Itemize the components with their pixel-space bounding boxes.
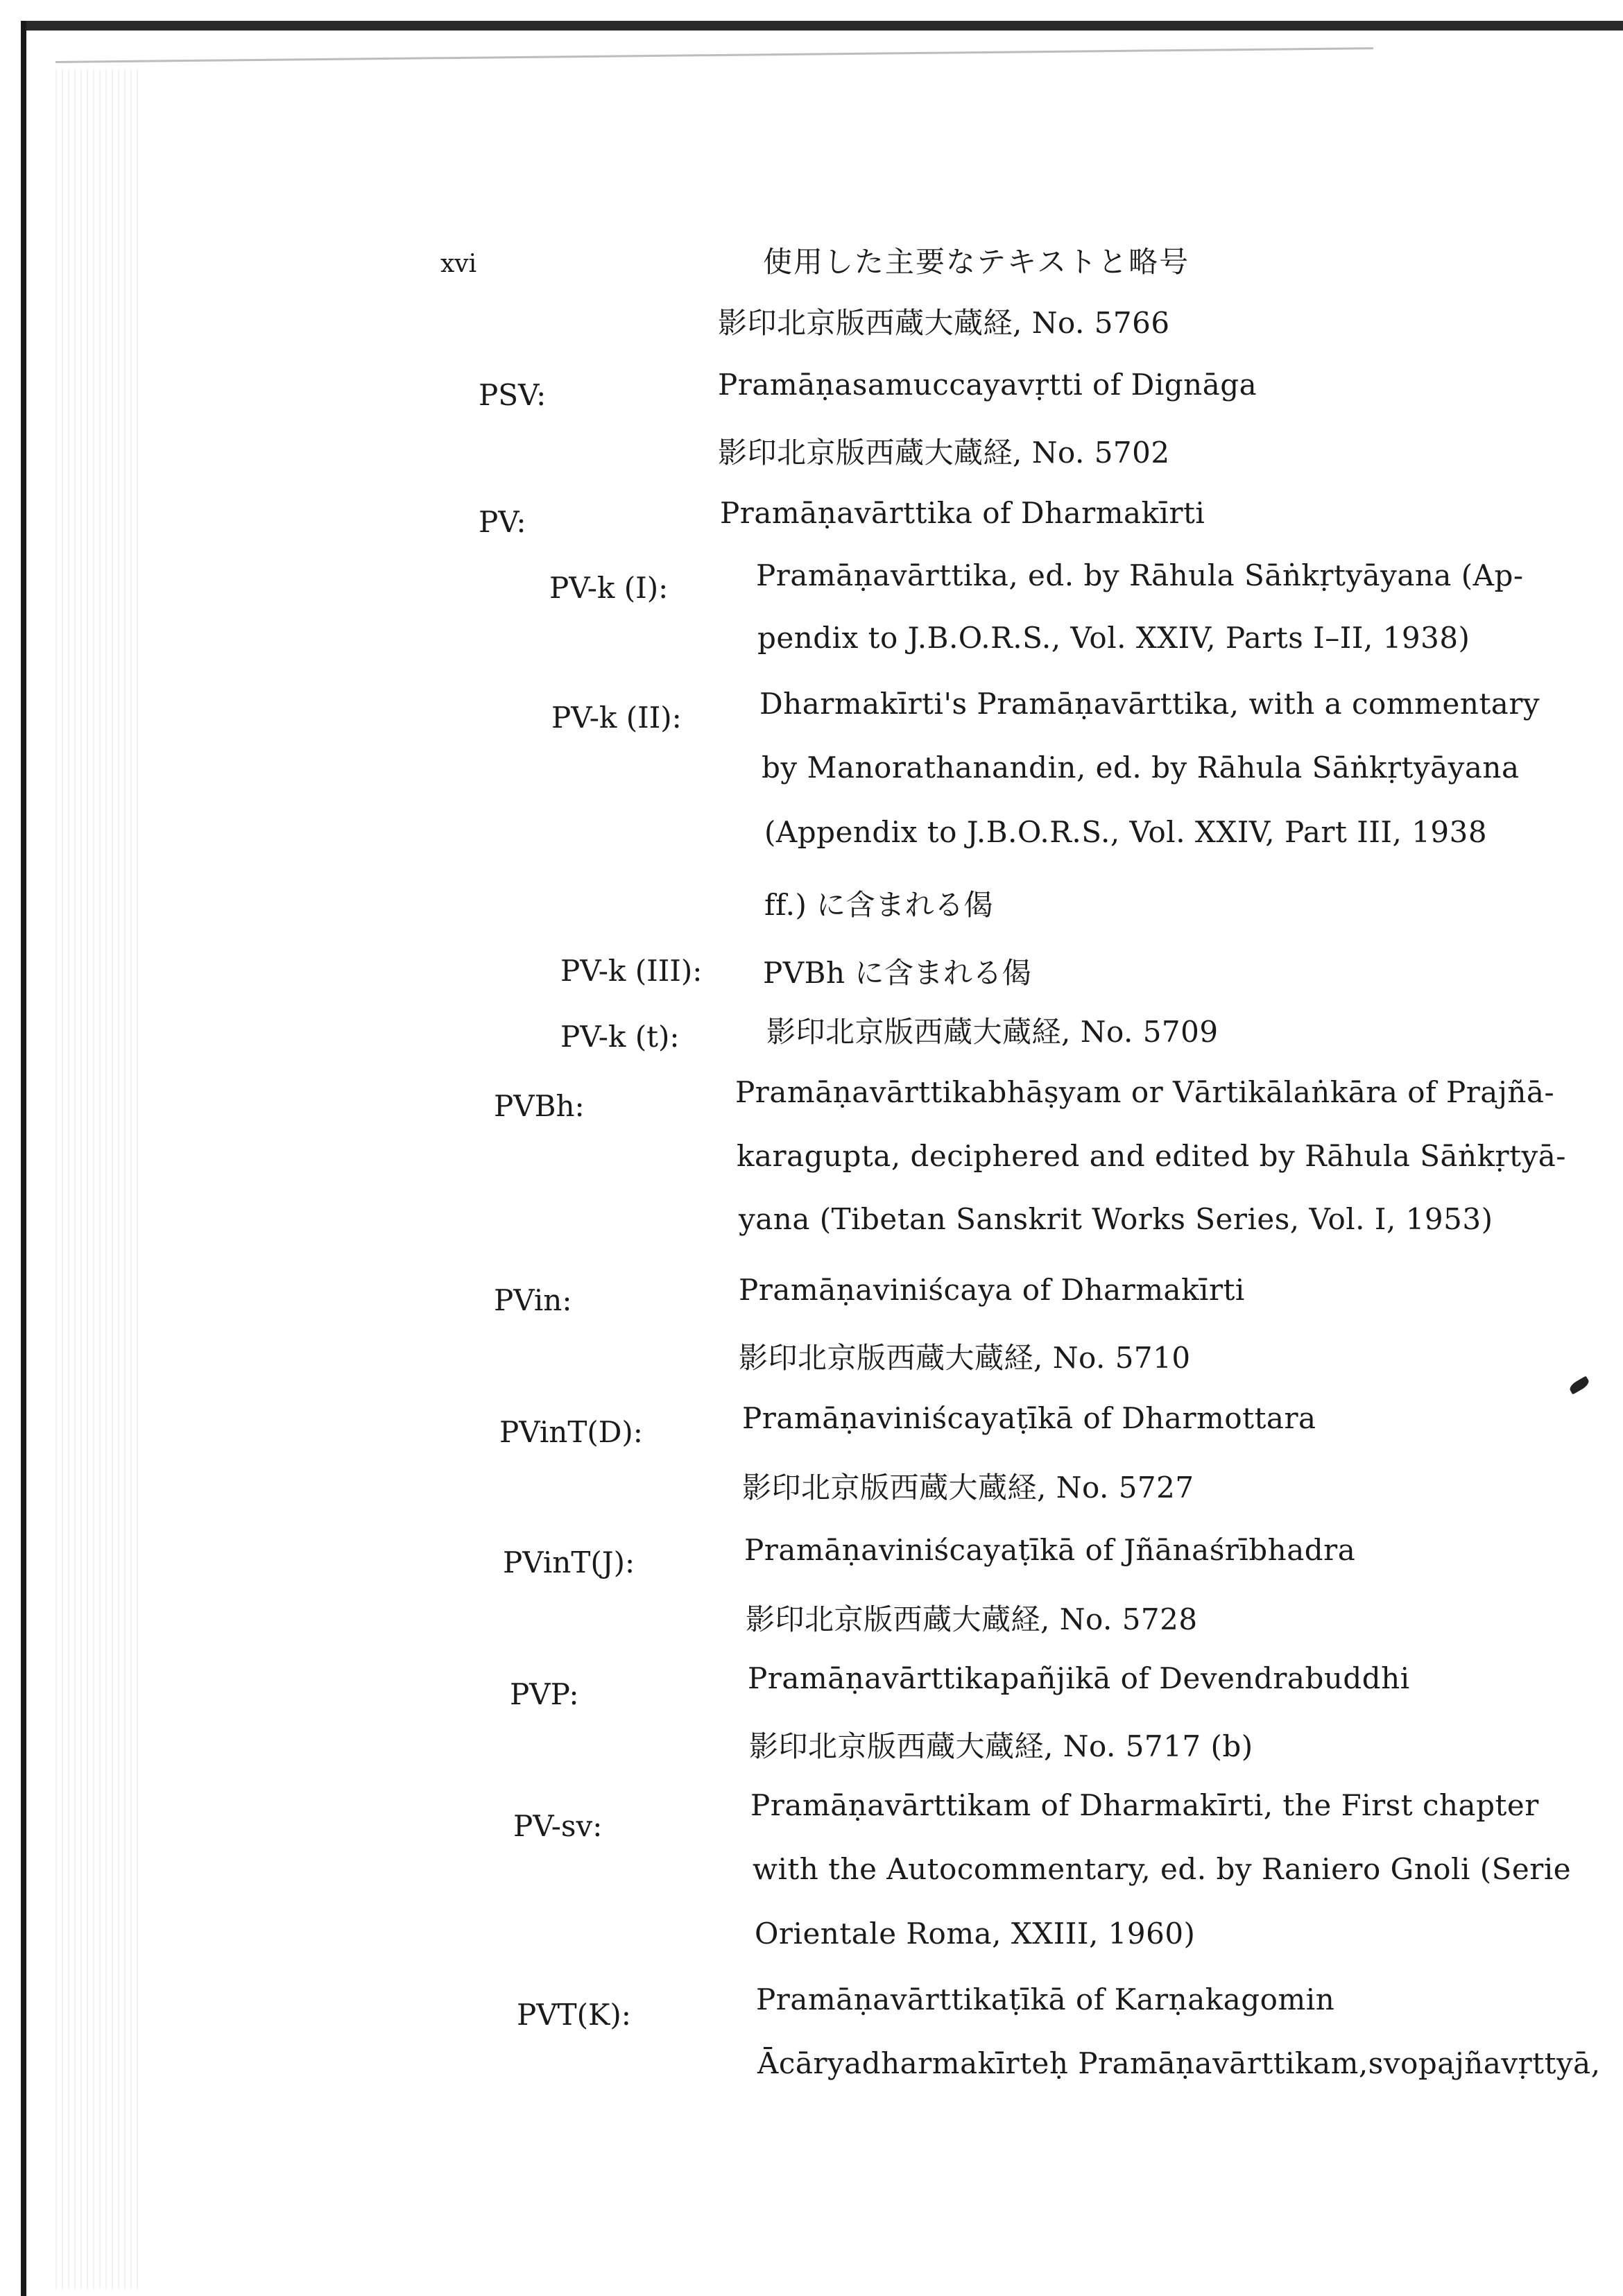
entry-abbr: PVBh:: [494, 1089, 585, 1123]
entry-abbr: PV-sv:: [513, 1809, 603, 1843]
entry-line: Pramāṇavārttikapañjikā of Devendrabuddhi: [748, 1661, 1410, 1695]
entry-line: Ācāryadharmakīrteḥ Pramāṇavārttikam,svopajñavṛttyā,: [757, 2046, 1601, 2080]
entry-abbr: PV:: [479, 505, 526, 539]
entry-abbr: PVP:: [510, 1677, 579, 1711]
entry-abbr: PVinT(J):: [503, 1545, 635, 1579]
entry-abbr: PVT(K):: [517, 1998, 631, 2032]
entry-line: Orientale Roma, XXIII, 1960): [755, 1917, 1196, 1951]
entry-line: ff.) に含まれる偈: [764, 888, 994, 922]
entry-line: Pramāṇasamuccayavṛtti of Dignāga: [718, 368, 1257, 402]
entry-line: with the Autocommentary, ed. by Raniero Gnoli (Serie: [753, 1852, 1572, 1886]
entry-line: Pramāṇaviniścayaṭīkā of Dharmottara: [742, 1401, 1316, 1435]
entry-abbr: PSV:: [479, 378, 547, 412]
entry-line: Pramāṇavārttika of Dharmakīrti: [720, 496, 1205, 530]
entry-line: Pramāṇaviniścayaṭīkā of Jñānaśrībhadra: [744, 1533, 1356, 1567]
scan-gutter-shadow: [55, 69, 139, 2289]
entry-line: pendix to J.B.O.R.S., Vol. XXIV, Parts I–II, 1938): [757, 621, 1470, 655]
entry-line: 影印北京版西蔵大蔵経, No. 5702: [718, 436, 1170, 470]
entry-line: Pramāṇavārttikam of Dharmakīrti, the First chapter: [750, 1788, 1539, 1822]
entry-line: Pramāṇaviniścaya of Dharmakīrti: [739, 1273, 1245, 1307]
entry-line: by Manorathanandin, ed. by Rāhula Sāṅkṛtyāyana: [762, 751, 1520, 785]
scan-edge-left: [21, 21, 26, 2296]
entry-line: (Appendix to J.B.O.R.S., Vol. XXIV, Part III, 1938: [764, 815, 1488, 849]
entry-line: 影印北京版西蔵大蔵経, No. 5709: [766, 1015, 1219, 1049]
entry-abbr: PV-k (t):: [560, 1020, 680, 1054]
entry-line: PVBh に含まれる偈: [763, 956, 1032, 990]
ink-stain-icon: [1568, 1376, 1591, 1394]
entry-abbr: PVin:: [494, 1283, 572, 1317]
entry-abbr: PVinT(D):: [499, 1415, 643, 1449]
entry-line: Pramāṇavārttikabhāṣyam or Vārtikālaṅkāra of Prajñā-: [735, 1075, 1555, 1109]
entry-line: Pramāṇavārttikaṭīkā of Karṇakagomin: [756, 1982, 1335, 2016]
entry-abbr: PV-k (II):: [551, 701, 682, 735]
entry-line: 影印北京版西蔵大蔵経, No. 5728: [746, 1602, 1198, 1636]
entry-abbr: PV-k (III):: [560, 954, 703, 988]
entry-line: 影印北京版西蔵大蔵経, No. 5766: [718, 306, 1170, 340]
page-title: 使用した主要なテキストと略号: [763, 245, 1190, 279]
entry-line: Pramāṇavārttika, ed. by Rāhula Sāṅkṛtyāyana (Ap-: [756, 558, 1524, 592]
scan-edge-top: [21, 21, 1623, 31]
entry-line: 影印北京版西蔵大蔵経, No. 5710: [739, 1341, 1191, 1375]
entry-abbr: PV-k (I):: [549, 571, 669, 605]
entry-line: 影印北京版西蔵大蔵経, No. 5727: [742, 1471, 1194, 1505]
entry-line: karagupta, deciphered and edited by Rāhula Sāṅkṛtyā-: [737, 1139, 1566, 1173]
entry-line: 影印北京版西蔵大蔵経, No. 5717 (b): [749, 1729, 1253, 1763]
scan-fold-line: [55, 47, 1373, 63]
entry-line: Dharmakīrti's Pramāṇavārttika, with a commentary: [759, 687, 1540, 721]
entry-line: yana (Tibetan Sanskrit Works Series, Vol. I, 1953): [739, 1202, 1493, 1236]
page-number: xvi: [440, 250, 477, 278]
